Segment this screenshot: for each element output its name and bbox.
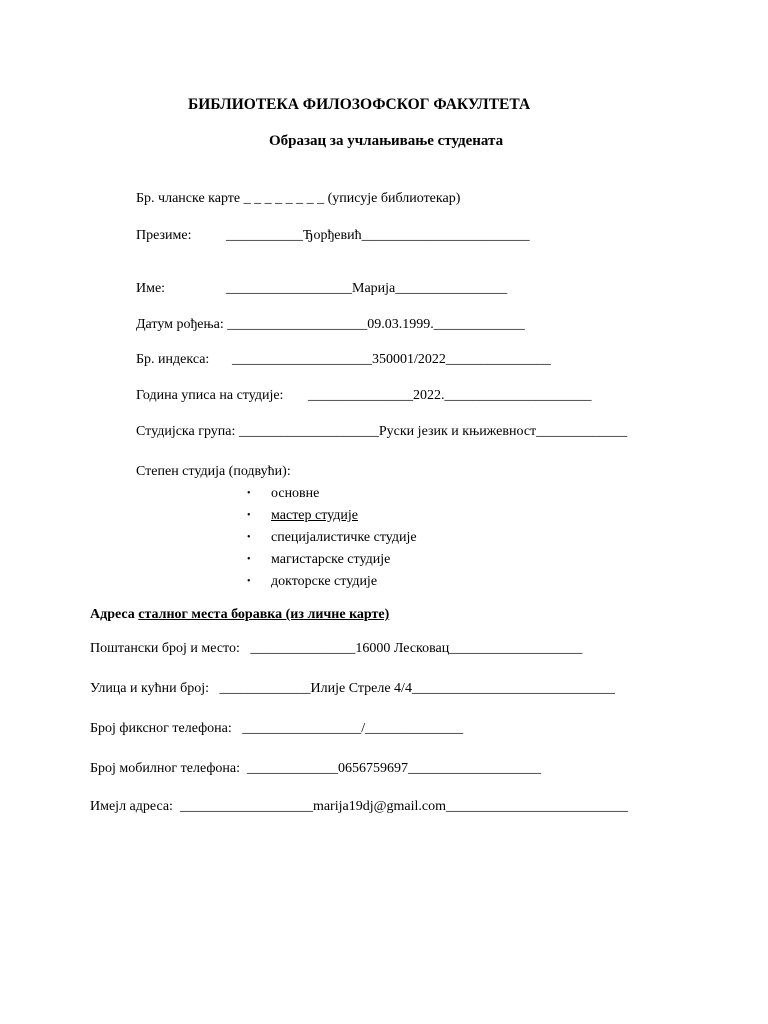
- mobile-line: Број мобилног телефона: _____________0656759697___________________: [90, 761, 541, 776]
- study-level-option-master: мастер студије: [271, 508, 359, 523]
- study-group-line: Студијска група: ____________________Руски језик и књижевност_____________: [136, 424, 628, 439]
- bullet-icon: •: [247, 554, 251, 565]
- bullet-icon: •: [247, 532, 251, 543]
- street-line: Улица и кућни број: _____________Илије Стреле 4/4_____________________________: [90, 681, 615, 696]
- address-heading: [90, 606, 389, 623]
- index-number-label: Бр. индекса:: [136, 352, 210, 367]
- study-level-option-specialist: специјалистичке студије: [271, 530, 417, 545]
- surname-value: ___________Ђорђевић________________________: [226, 228, 530, 243]
- address-heading-prefix: Адреса: [90, 607, 139, 622]
- page-title: БИБЛИОТЕКА ФИЛОЗОФСКОГ ФАКУЛТЕТА: [188, 96, 531, 113]
- surname-label: Презиме:: [136, 228, 192, 243]
- bullet-icon: •: [247, 576, 251, 587]
- form-subtitle: Образац за учлањивање студената: [269, 133, 504, 149]
- study-level-option-basic: основне: [271, 486, 320, 501]
- enrollment-year-label: Година уписа на студије:: [136, 388, 284, 403]
- study-level-option-magister: магистарске студије: [271, 552, 391, 567]
- bullet-icon: •: [247, 510, 251, 521]
- address-heading-underlined: сталног места боравка (из личне карте): [138, 607, 390, 622]
- email-line: Имејл адреса: ___________________marija19dj@gmail.com__________________________: [90, 799, 628, 814]
- birth-date-line: Датум рођења: ____________________09.03.1999._____________: [136, 317, 525, 332]
- study-level-option-doctoral: докторске студије: [271, 574, 378, 589]
- name-label: Име:: [136, 281, 166, 296]
- name-value: __________________Марија________________: [226, 281, 508, 296]
- study-level-label: Степен студија (подвући):: [136, 464, 291, 479]
- enrollment-year-value: _______________2022._____________________: [308, 388, 592, 403]
- bullet-icon: •: [247, 488, 251, 499]
- card-number-line: Бр. чланске карте _ _ _ _ _ _ _ _ (уписује библиотекар): [136, 191, 461, 206]
- postal-line: Поштански број и место: _______________16000 Лесковац___________________: [90, 641, 583, 656]
- index-number-value: ____________________350001/2022_______________: [232, 352, 551, 367]
- landline-line: Број фиксног телефона: _________________/______________: [90, 721, 464, 736]
